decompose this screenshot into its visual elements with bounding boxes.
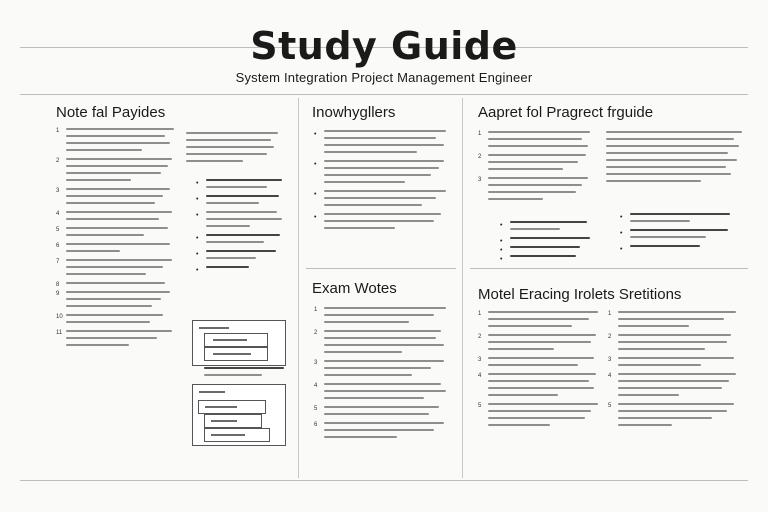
list-item <box>478 177 590 200</box>
list-number: 1 <box>478 131 482 137</box>
list-item <box>56 227 174 236</box>
bullet-icon: • <box>620 246 623 253</box>
section-title-project: Aapret fol Pragrect frguide <box>478 104 654 121</box>
list-number: 4 <box>478 373 482 379</box>
bullet-icon: • <box>500 222 503 229</box>
list-number: 6 <box>56 243 60 249</box>
list-item <box>56 158 174 181</box>
list-number: 2 <box>478 334 482 340</box>
bullet-item <box>500 237 590 245</box>
list-number: 7 <box>56 259 60 265</box>
list-number: 1 <box>478 311 482 317</box>
list-number: 3 <box>478 357 482 363</box>
list-item <box>608 334 736 350</box>
list-item <box>608 311 736 327</box>
bullet-icon: • <box>314 131 317 138</box>
notes-bullets <box>196 176 282 275</box>
list-item <box>314 360 446 376</box>
list-number: 5 <box>314 406 318 412</box>
list-item <box>56 330 174 346</box>
list-item <box>478 334 598 350</box>
section-title-knowledge: Inowhygllers <box>312 104 396 121</box>
list-item <box>56 188 174 204</box>
list-item <box>314 307 446 323</box>
list-number: 5 <box>56 227 60 233</box>
page-subtitle: System Integration Project Management Engineer <box>235 70 533 85</box>
list-number: 2 <box>314 330 318 336</box>
column-divider <box>298 98 299 478</box>
bullet-item <box>196 211 282 227</box>
bullet-icon: • <box>196 251 199 258</box>
bullet-item <box>196 234 282 243</box>
list-item <box>56 211 174 220</box>
bullet-item <box>196 195 282 204</box>
diagram-caption <box>204 364 284 381</box>
list-item <box>608 373 736 396</box>
list-number: 5 <box>608 403 612 409</box>
list-item <box>478 403 598 426</box>
list-item <box>56 314 174 323</box>
list-item <box>56 291 174 307</box>
model-list-right <box>608 308 736 433</box>
list-item <box>56 259 174 275</box>
bullet-icon: • <box>196 267 199 274</box>
list-number: 4 <box>314 383 318 389</box>
list-item <box>314 190 446 206</box>
bullet-icon: • <box>314 161 317 168</box>
bullet-icon: • <box>196 196 199 203</box>
diagram-box <box>204 347 268 361</box>
list-number: 2 <box>478 154 482 160</box>
list-number: 9 <box>56 291 60 297</box>
bullet-item <box>620 229 730 238</box>
list-number: 1 <box>56 128 60 134</box>
section-divider <box>306 268 456 269</box>
knowledge-list <box>314 127 446 236</box>
bullet-icon: • <box>196 212 199 219</box>
list-item <box>314 406 446 415</box>
project-list <box>478 128 590 207</box>
section-title-exam: Exam Wotes <box>312 280 397 297</box>
diagram-box <box>198 400 266 414</box>
bullet-item <box>620 245 730 253</box>
bullet-icon: • <box>314 214 317 221</box>
list-item <box>314 160 446 183</box>
list-number: 3 <box>56 188 60 194</box>
list-number: 5 <box>478 403 482 409</box>
list-number: 3 <box>314 360 318 366</box>
list-item <box>56 282 174 288</box>
list-number: 2 <box>56 158 60 164</box>
list-number: 4 <box>56 211 60 217</box>
page-title: Study Guide <box>250 24 518 68</box>
list-item <box>478 311 598 327</box>
header-rule <box>20 94 748 95</box>
list-item <box>314 130 446 153</box>
list-item <box>56 128 174 151</box>
bullet-item <box>500 246 590 254</box>
bullet-item <box>500 255 590 263</box>
list-number: 10 <box>56 314 63 320</box>
notes-list <box>56 125 174 353</box>
diagram-box <box>204 333 268 347</box>
list-item <box>478 357 598 366</box>
bullet-icon: • <box>196 180 199 187</box>
bullet-item <box>196 266 282 274</box>
diagram-box <box>204 414 262 428</box>
bullet-icon: • <box>500 256 503 263</box>
project-paragraph <box>606 128 742 187</box>
list-item <box>314 383 446 399</box>
exam-list <box>314 304 446 445</box>
column-divider <box>462 98 463 478</box>
bullet-item <box>500 221 590 230</box>
list-number: 1 <box>608 311 612 317</box>
list-item <box>314 422 446 438</box>
list-number: 1 <box>314 307 318 313</box>
bullet-item <box>196 250 282 259</box>
list-number: 11 <box>56 330 63 336</box>
list-number: 2 <box>608 334 612 340</box>
list-item <box>478 373 598 396</box>
bullet-icon: • <box>500 247 503 254</box>
diagram-box <box>204 428 270 442</box>
section-divider <box>470 268 748 269</box>
bullet-icon: • <box>620 230 623 237</box>
notes-paragraph <box>186 129 278 167</box>
bullet-icon: • <box>620 214 623 221</box>
list-item <box>478 131 590 147</box>
list-item <box>314 330 446 353</box>
model-list-left <box>478 308 598 433</box>
project-bullets-right <box>620 210 730 254</box>
list-number: 4 <box>608 373 612 379</box>
bullet-item <box>196 179 282 188</box>
footer-rule <box>20 480 748 481</box>
list-item <box>608 403 736 426</box>
bullet-icon: • <box>314 191 317 198</box>
section-title-notes: Note fal Payides <box>56 104 166 121</box>
bullet-item <box>620 213 730 222</box>
bullet-icon: • <box>500 238 503 245</box>
project-bullets <box>500 218 590 264</box>
section-title-model: Motel Eracing Irolets Sretitions <box>478 286 682 303</box>
list-item <box>314 213 446 229</box>
list-item <box>478 154 590 170</box>
list-item <box>608 357 736 366</box>
list-number: 6 <box>314 422 318 428</box>
list-item <box>56 243 174 252</box>
list-number: 3 <box>478 177 482 183</box>
list-number: 8 <box>56 282 60 288</box>
bullet-icon: • <box>196 235 199 242</box>
list-number: 3 <box>608 357 612 363</box>
